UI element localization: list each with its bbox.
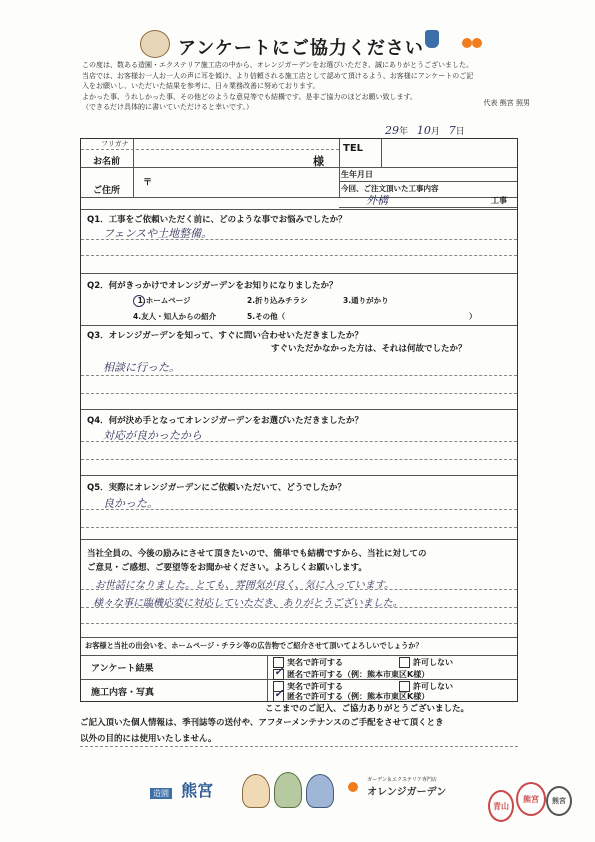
q5-label: Q5．実際にオレンジガーデンにご依頼いただいて、どうでしたか？ <box>87 483 346 493</box>
q2-option-2[interactable]: 2.折り込みチラシ <box>247 296 308 305</box>
work-value: 外構 <box>366 194 388 207</box>
brand-right-group: ガーデン＆エクステリア専門店 オレンジガーデン <box>367 777 447 798</box>
stamp-2: 熊宮 <box>516 782 546 816</box>
honorific: 様 <box>313 155 324 168</box>
intro-text: この度は、数ある造園・エクステリア施工店の中から、オレンジガーデンをお選びいただき、誠にありがとうございました。 当店では、お客様お一人お一人の声に耳を傾け、より信頼される施工店として認めて頂けるよう、お客様にアンケートのご記 入をお願いし、いただいた結果を参考に、日々業務改善に努めております。 よかった事、うれしかった事、その他どのような意見等でも結構です。是非ご協力のほどお願い致します。 （できるだけ具体的に書いていただけると幸いです。） <box>82 61 474 111</box>
postal-mark: 〒 <box>143 178 153 188</box>
tel-label: TEL <box>343 143 364 154</box>
q2-option-1[interactable]: 1.ホームページ <box>133 295 191 307</box>
consent-row-2-no[interactable]: 許可しない <box>399 681 453 692</box>
mascot-characters <box>242 770 334 810</box>
signature: 代表 熊宮 照男 <box>483 99 530 107</box>
q4-label: Q4．何が決め手となってオレンジガーデンをお選びいただきましたか？ <box>87 416 364 426</box>
brand-right <box>348 776 446 799</box>
brand-left: 造園 熊宮 <box>150 778 213 801</box>
mascot-logo-left <box>140 30 170 58</box>
q3-label: Q3．オレンジガーデンを知って、すぐに問い合わせいただきましたか？ <box>87 331 363 341</box>
consent-question: お客様と当社の出会いを、ホームページ・チラシ等の広告物でご紹介させて頂いてよろしいでしょうか？ <box>85 641 423 650</box>
q4-answer: 対応が良かったから <box>103 429 202 442</box>
q3-answer: 相談に行った。 <box>103 361 180 374</box>
survey-form <box>80 138 518 702</box>
q2-option-4[interactable]: 4.友人・知人からの紹介 <box>133 312 217 321</box>
privacy-text-2: 以外の目的には使用いたしません。 <box>80 734 217 744</box>
free-answer-1: お世話になりました。とても、雰囲気が良く、気に入っています。 <box>95 580 394 591</box>
q2-option-3[interactable]: 3.通りがかり <box>343 296 389 305</box>
work-suffix: 工事 <box>491 196 507 205</box>
work-label: 今回、ご注文頂いた工事内容 <box>341 184 439 193</box>
free-line-1: 当社全員の、今後の励みにさせて頂きたいので、簡単でも結構ですから、当社に対しての <box>87 549 427 559</box>
consent-row-1-no[interactable]: 許可しない <box>399 657 453 668</box>
q2-label: Q2．何がきっかけでオレンジガーデンをお知りになりましたか？ <box>87 281 338 291</box>
q1-label: Q1．工事をご依頼いただく前に、どのような事でお悩みでしたか？ <box>87 215 347 225</box>
furigana-label: フリガナ <box>101 140 129 148</box>
q2-option-5[interactable]: 5.その他（ <box>247 312 286 321</box>
consent-row-1-real[interactable]: 実名で許可する <box>273 657 343 668</box>
consent-row-1-label: アンケート結果 <box>91 664 154 674</box>
page-title: アンケートにご協力ください <box>178 38 424 59</box>
check-mark-icon: ✓ <box>274 665 284 678</box>
thanks-text: ここまでのご記入、ご協力ありがとうございました。 <box>265 704 470 714</box>
q5-answer: 良かった。 <box>103 497 158 510</box>
free-line-2: ご意見・ご感想、ご要望等をお聞かせください。よろしくお願いします。 <box>87 563 367 573</box>
consent-row-1-anon[interactable]: ✓ 匿名で許可する（例：熊本市東区K様） <box>274 665 430 679</box>
date-line: 29年 10月 7日 <box>385 124 465 137</box>
consent-row-2-anon[interactable]: ✓ 匿名で許可する（例：熊本市東区K様） <box>274 687 430 701</box>
q3-sub-label: すぐいただかなかった方は、それは何故でしたか？ <box>271 344 467 354</box>
stamp-1: 青山 <box>488 790 514 822</box>
stamp-3: 熊宮 <box>546 786 572 816</box>
birth-label: 生年月日 <box>341 170 373 179</box>
q1-answer: フェンスや土地整備。 <box>103 227 213 240</box>
mascot-logo-right <box>425 30 482 52</box>
consent-row-2-label: 施工内容・写真 <box>91 688 155 698</box>
name-label: お名前 <box>93 157 121 167</box>
orange-icon <box>348 782 358 792</box>
privacy-text-1: ご記入頂いた個人情報は、季刊誌等の送付や、アフターメンテナンスのご手配をさせて頂くとき <box>80 718 444 728</box>
privacy-underline <box>80 746 518 747</box>
consent-row-2-real[interactable]: 実名で許可する <box>273 681 343 692</box>
address-label: ご住所 <box>93 186 121 196</box>
free-answer-2: 様々な事に臨機応変に対応していただき、ありがとうございました。 <box>93 598 403 609</box>
check-mark-icon: ✓ <box>274 687 284 700</box>
q2-option-5-close: ） <box>469 312 477 321</box>
